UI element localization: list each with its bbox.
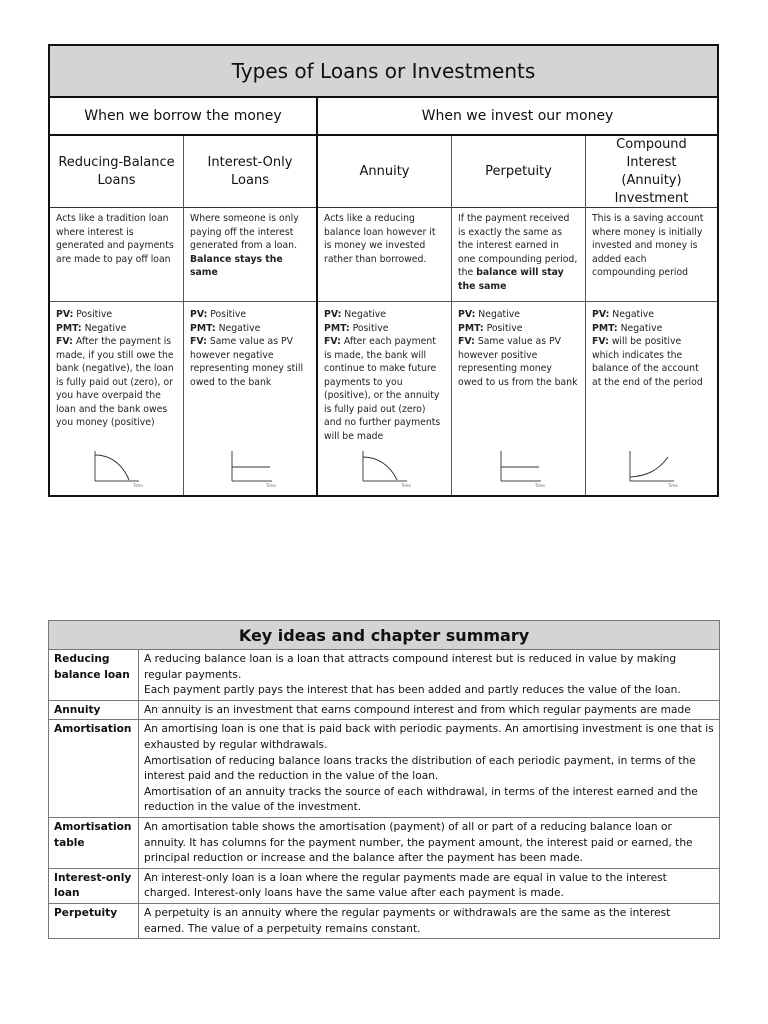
graph-axis-label: Time [667, 483, 678, 488]
table-row [49, 700, 720, 720]
summary-title: Key ideas and chapter summary [49, 621, 720, 650]
summary-term: Amortisation table [49, 817, 139, 868]
fv-label: FV: [592, 336, 609, 347]
graph-axis-label: Time [534, 483, 545, 488]
summary-definition: A reducing balance loan is a loan that attracts compound interest but is reduced in value by making regular payments. Each payment partly pays the interest that has been added and partly reduces the value of the loan. [139, 650, 720, 701]
balance-graph-decreasing [318, 447, 451, 491]
pv-value: Negative [478, 309, 521, 320]
column-values [50, 302, 183, 430]
pv-value: Positive [210, 309, 247, 320]
fv-label: FV: [190, 336, 207, 347]
column-reducing-balance-loans [50, 136, 184, 495]
column-values [452, 302, 585, 389]
column-description: Where someone is only paying off the interest generated from a loan. Balance stays the same [184, 208, 316, 302]
summary-definition: A perpetuity is an annuity where the regular payments or withdrawals are the same as the interest earned. The value of a perpetuity remains constant. [139, 903, 720, 938]
column-interest-only-loans [184, 136, 318, 495]
column-heading: Interest-Only Loans [184, 136, 316, 208]
table-row [49, 650, 720, 701]
summary-term: Perpetuity [49, 903, 139, 938]
pv-label: PV: [190, 309, 208, 320]
pmt-value: Positive [352, 322, 389, 334]
pmt-label: PMT: [190, 322, 216, 334]
column-values [184, 302, 316, 389]
graph-axis-label: Time [400, 483, 411, 488]
column-values [318, 302, 451, 443]
column-description: Acts like a tradition loan where interest is generated and payments are made to pay off loan [50, 208, 183, 302]
pv-value: Negative [612, 309, 655, 320]
table-row [49, 868, 720, 903]
graph-axis-label: Time [266, 483, 276, 488]
key-ideas-summary-table [48, 620, 720, 939]
column-annuity [318, 136, 452, 495]
group-heading-borrow: When we borrow the money [50, 98, 318, 136]
pmt-value: Negative [84, 322, 127, 334]
table-row [49, 903, 720, 938]
balance-graph-decreasing [50, 447, 183, 491]
balance-graph-increasing [586, 447, 717, 491]
column-values [586, 302, 717, 389]
pv-value: Negative [344, 309, 387, 320]
table-row [49, 817, 720, 868]
fv-value: will be positive which indicates the balance of the account at the end of the period [592, 336, 703, 388]
summary-definition: An interest-only loan is a loan where the regular payments made are equal in value to the interest charged. Interest-only loans have the same value after each payment is made. [139, 868, 720, 903]
fv-value: Same value as PV however negative representing money still owed to the bank [190, 336, 304, 388]
summary-definition: An amortising loan is one that is paid back with periodic payments. An amortising investment is one that is exhausted by regular withdrawals. Amortisation of reducing balance loans tracks the distribution of each periodic payment, in terms of the interest paid and the reduction in the value of the loan. Amortisation of an annuity tracks the source of each withdrawal, in terms of the interest earned and the reduction in the value of the investment. [139, 720, 720, 818]
pv-value: Positive [76, 309, 113, 320]
column-description: If the payment received is exactly the same as the interest earned in one compounding period, the balance will stay the same [452, 208, 585, 302]
balance-graph-flat [184, 447, 316, 491]
pv-label: PV: [458, 309, 476, 320]
summary-definition: An amortisation table shows the amortisation (payment) of all or part of a reducing balance loan or annuity. It has columns for the payment number, the payment amount, the interest paid or earned, the principal reduction or increase and the balance after the payment has been made. [139, 817, 720, 868]
fv-value: After each payment is made, the bank will continue to make future payments to you (positive), or the annuity is fully paid out (zero) and no further payments will be made [324, 336, 441, 442]
column-heading: Reducing-Balance Loans [50, 136, 183, 208]
pv-label: PV: [592, 309, 610, 320]
summary-definition: An annuity is an investment that earns compound interest and from which regular payments are made [139, 700, 720, 720]
pmt-value: Negative [218, 322, 261, 334]
balance-graph-flat [452, 447, 585, 491]
column-description: This is a saving account where money is initially invested and money is added each compounding period [586, 208, 717, 302]
pmt-label: PMT: [592, 322, 618, 334]
table-row [49, 720, 720, 818]
column-description: Acts like a reducing balance loan however it is money we invested rather than borrowed. [318, 208, 451, 302]
pmt-label: PMT: [324, 322, 350, 334]
fv-value: After the payment is made, if you still owe the bank (negative), the loan is fully paid out (zero), or you have overpaid the loan and the bank owes you money (positive) [56, 336, 174, 428]
fv-label: FV: [324, 336, 341, 347]
summary-term: Interest-only loan [49, 868, 139, 903]
fv-label: FV: [56, 336, 73, 347]
table-title: Types of Loans or Investments [50, 46, 717, 98]
summary-term: Annuity [49, 700, 139, 720]
fv-label: FV: [458, 336, 475, 347]
pv-label: PV: [324, 309, 342, 320]
column-perpetuity [452, 136, 586, 495]
summary-term: Amortisation [49, 720, 139, 818]
fv-value: Same value as PV however positive representing money owed to us from the bank [458, 336, 578, 388]
pmt-value: Positive [486, 322, 523, 334]
pmt-value: Negative [620, 322, 663, 334]
column-compound-interest-investment [586, 136, 717, 495]
column-heading: Perpetuity [452, 136, 585, 208]
graph-axis-label: Time [132, 483, 143, 488]
column-heading: Annuity [318, 136, 451, 208]
pmt-label: PMT: [458, 322, 484, 334]
summary-term: Reducing balance loan [49, 650, 139, 701]
pv-label: PV: [56, 309, 74, 320]
group-heading-invest: When we invest our money [318, 98, 717, 136]
pmt-label: PMT: [56, 322, 82, 334]
types-of-loans-table [48, 44, 719, 497]
column-heading: Compound Interest (Annuity) Investment [586, 136, 717, 208]
